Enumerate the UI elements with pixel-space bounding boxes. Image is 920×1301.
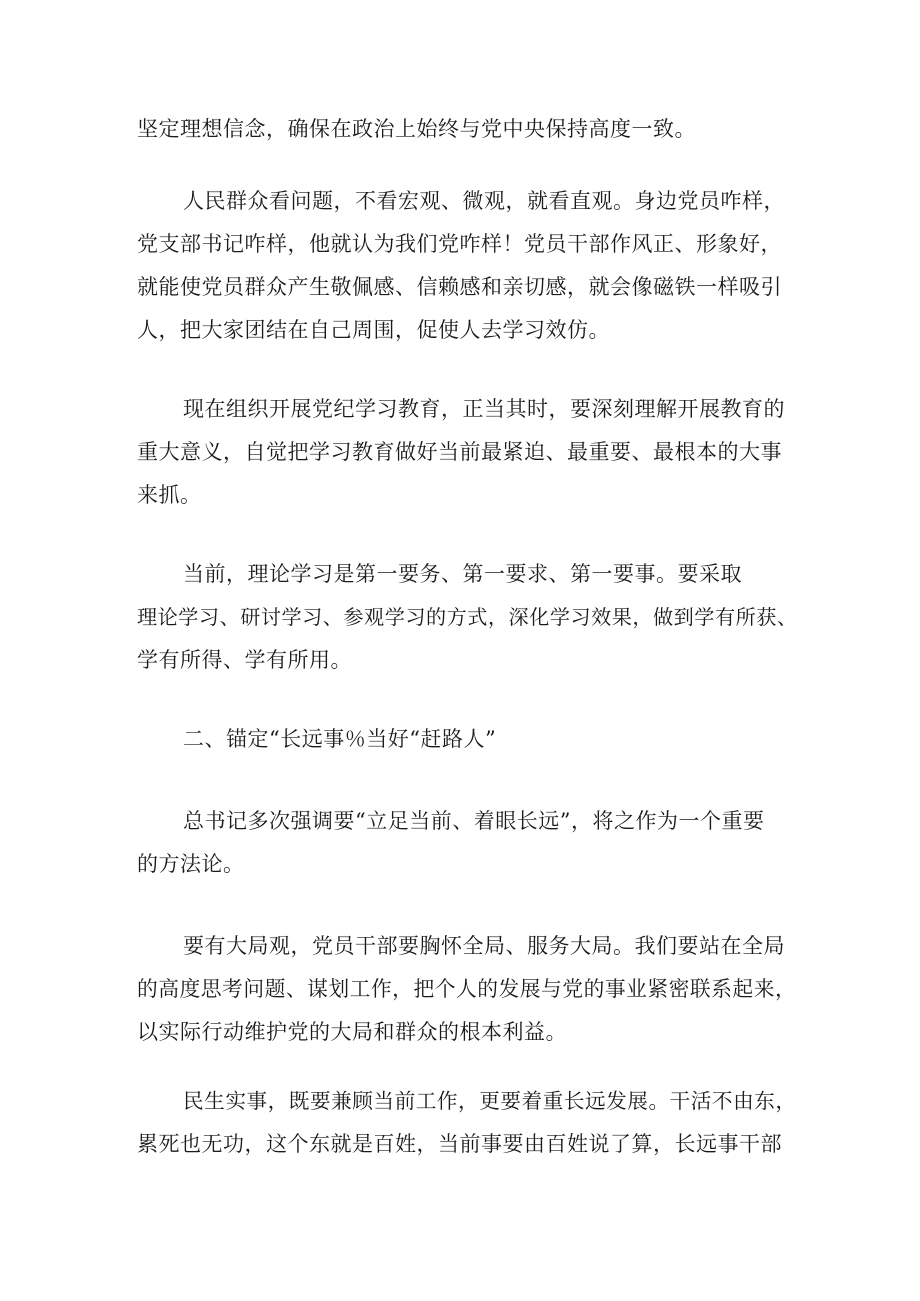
text-line: 重大意义，自觉把学习教育做好当前最紧迫、最重要、最根本的大事 bbox=[137, 440, 782, 464]
text-line: 来抓。 bbox=[137, 483, 202, 507]
text-line: 人，把大家团结在自己周围，促使人去学习效仿。 bbox=[137, 318, 610, 342]
text-line: 就能使党员群众产生敬佩感、信赖感和亲切感，就会像磁铁一样吸引 bbox=[137, 275, 782, 299]
section-heading bbox=[137, 718, 797, 761]
text-line: 学有所得、学有所用。 bbox=[137, 648, 352, 672]
text-line: 党支部书记咋样，他就认为我们党咋样！党员干部作风正、形象好， bbox=[137, 232, 782, 256]
text-line: 现在组织开展党纪学习教育，正当其时，要深刻理解开展教育的 bbox=[183, 397, 785, 421]
paragraph-public-view bbox=[137, 180, 797, 352]
text-line: 的方法论。 bbox=[137, 852, 245, 876]
paragraph-methodology bbox=[137, 800, 797, 886]
paragraph-livelihood bbox=[137, 1080, 797, 1166]
text-line: 当前，理论学习是第一要务、第一要求、第一要事。要采取 bbox=[183, 562, 742, 586]
text-line: 总书记多次强调要“立足当前、着眼长远”，将之作为一个重要 bbox=[183, 809, 765, 833]
text-line: 以实际行动维护党的大局和群众的根本利益。 bbox=[137, 1020, 567, 1044]
text-line: 民生实事，既要兼顾当前工作，更要着重长远发展。干活不由东， bbox=[183, 1089, 797, 1113]
paragraph-theory-study bbox=[137, 553, 797, 682]
text-line: 人民群众看问题，不看宏观、微观，就看直观。身边党员咋样， bbox=[183, 189, 785, 213]
text-line: 的高度思考问题、谋划工作，把个人的发展与党的事业紧密联系起来， bbox=[137, 977, 797, 1001]
text-line: 坚定理想信念，确保在政治上始终与党中央保持高度一致。 bbox=[137, 117, 696, 141]
text-line: 要有大局观，党员干部要胸怀全局、服务大局。我们要站在全局 bbox=[183, 934, 785, 958]
paragraph-big-picture bbox=[137, 925, 797, 1054]
text-line: 理论学习、研讨学习、参观学习的方式，深化学习效果，做到学有所获、 bbox=[137, 605, 798, 629]
paragraph-discipline-education bbox=[137, 388, 797, 517]
text-line: 累死也无功，这个东就是百姓，当前事要由百姓说了算，长远事干部 bbox=[137, 1132, 782, 1156]
paragraph-ideals bbox=[137, 108, 797, 151]
heading-text: 二、锚定“长远事％当好“赶路人” bbox=[183, 727, 497, 751]
